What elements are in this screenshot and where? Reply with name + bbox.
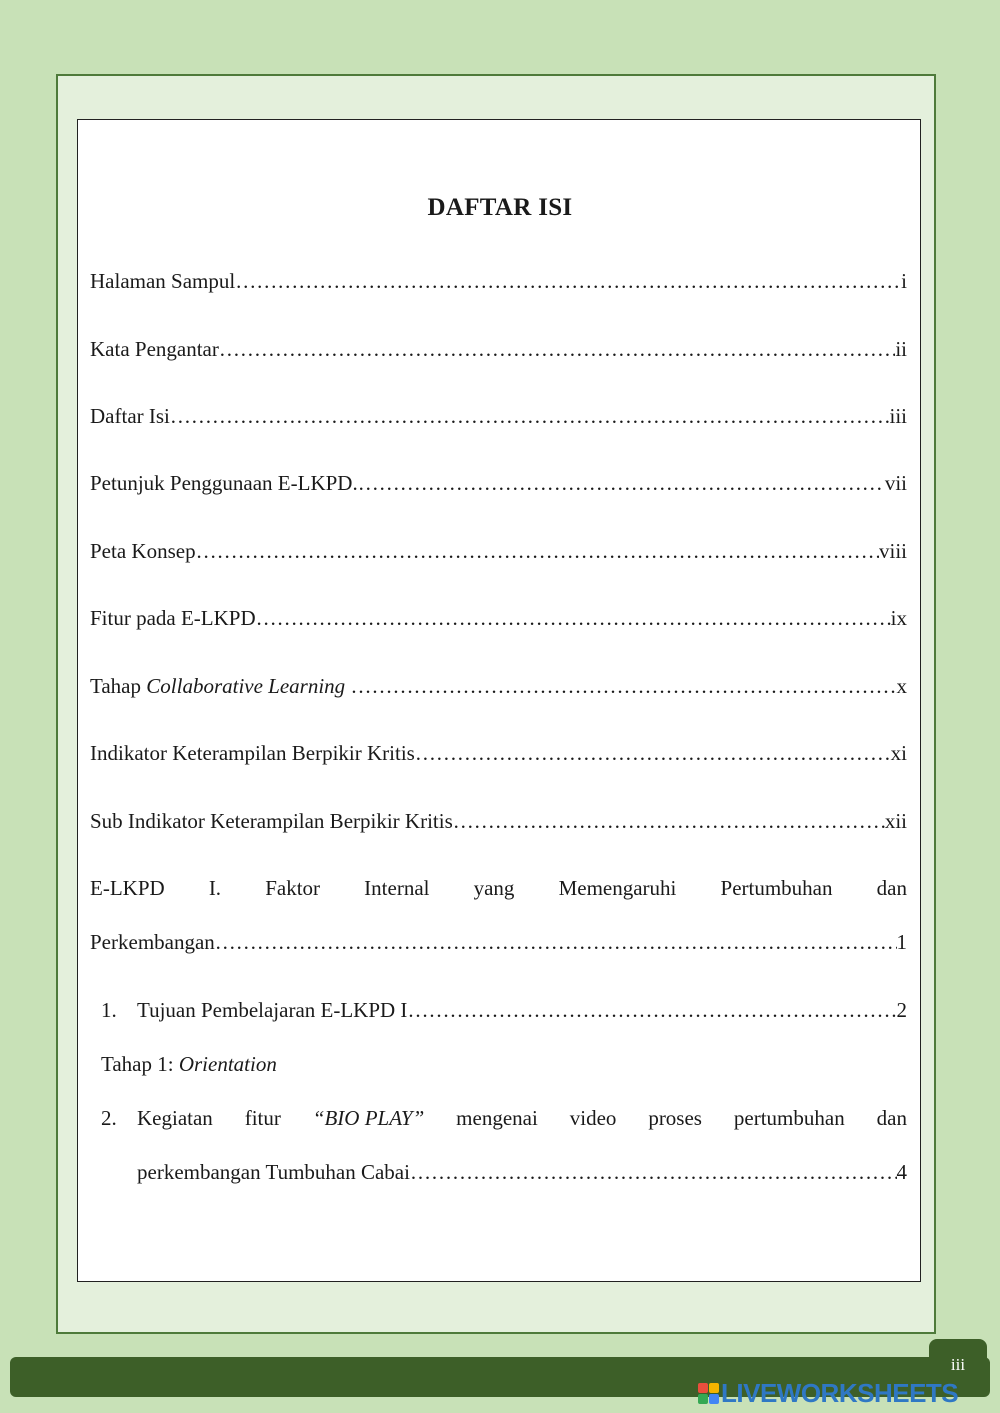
list-number: 1. — [101, 998, 117, 1022]
list-number: 2. — [101, 1106, 117, 1130]
word: dan — [876, 1106, 907, 1130]
word: Faktor — [265, 876, 321, 900]
toc-entry-page: i — [901, 269, 907, 293]
toc-entry-label: Petunjuk Penggunaan E-LKPD. — [90, 471, 358, 495]
toc-leader — [196, 539, 879, 564]
word: Memengaruhi — [558, 876, 677, 900]
toc-entry-label: Daftar Isi — [90, 404, 170, 428]
toc-section-heading-line — [90, 876, 907, 901]
toc-leader — [415, 741, 891, 766]
word-italic: “BIO PLAY” — [312, 1106, 425, 1130]
toc-entry-label: Sub Indikator Keterampilan Berpikir Kritis — [90, 809, 453, 833]
toc-entry[interactable] — [137, 998, 907, 1028]
liveworksheets-watermark[interactable] — [698, 1378, 958, 1408]
toc-entry[interactable] — [90, 471, 907, 501]
toc-leader — [453, 809, 885, 834]
toc-entry-page: x — [896, 674, 907, 698]
toc-entry-label: Tujuan Pembelajaran E-LKPD I — [137, 998, 408, 1022]
toc-entry[interactable] — [90, 809, 907, 839]
toc-entry-page: 1 — [896, 930, 907, 954]
toc-leader — [358, 471, 885, 496]
toc-entry-label: Peta Konsep — [90, 539, 196, 563]
stage-prefix: Tahap 1: — [101, 1052, 179, 1076]
word: pertumbuhan — [733, 1106, 845, 1130]
toc-entry-label: Halaman Sampul — [90, 269, 236, 293]
toc-leader — [407, 998, 896, 1023]
word: proses — [648, 1106, 702, 1130]
toc-entry-page: 4 — [896, 1160, 907, 1184]
page-number: iii — [950, 1355, 966, 1374]
toc-entry-label: perkembangan Tumbuhan Cabai — [137, 1160, 410, 1184]
stage-heading — [101, 1052, 277, 1077]
watermark-text: LIVEWORKSHEETS — [721, 1377, 959, 1408]
toc-item-line — [137, 1106, 907, 1131]
liveworksheets-logo-icon — [698, 1383, 719, 1404]
toc-leader — [170, 404, 890, 429]
toc-entry-label-plain: Tahap — [90, 674, 147, 698]
toc-entry-label: Fitur pada E-LKPD — [90, 606, 256, 630]
toc-entry[interactable] — [90, 404, 907, 434]
toc-entry-label-italic: Collaborative Learning — [146, 674, 346, 698]
toc-entry[interactable] — [90, 337, 907, 367]
toc-leader — [235, 269, 901, 294]
toc-leader — [215, 930, 897, 955]
toc-entry-label: Perkembangan — [90, 930, 215, 954]
word: mengenai — [456, 1106, 538, 1130]
word: dan — [876, 876, 907, 900]
toc-entry-page: ix — [890, 606, 907, 630]
toc-entry[interactable] — [90, 269, 907, 299]
toc-entry-label — [90, 674, 350, 699]
word: E-LKPD — [90, 876, 165, 900]
toc-leader — [350, 674, 896, 699]
toc-leader — [256, 606, 891, 631]
page-title: DAFTAR ISI — [427, 194, 573, 221]
toc-entry-page: 2 — [896, 998, 907, 1022]
toc-entry-page: vii — [884, 471, 907, 495]
toc-entry-page: iii — [889, 404, 907, 428]
toc-entry[interactable] — [90, 741, 907, 771]
toc-entry[interactable] — [90, 674, 907, 704]
toc-leader — [219, 337, 895, 362]
toc-entry-label: Kata Pengantar — [90, 337, 219, 361]
word: Kegiatan — [137, 1106, 213, 1130]
word: fitur — [244, 1106, 281, 1130]
word: Pertumbuhan — [720, 876, 833, 900]
word: video — [569, 1106, 617, 1130]
toc-entry-page: ii — [895, 337, 907, 361]
word: I. — [208, 876, 222, 900]
word: yang — [473, 876, 515, 900]
toc-entry-page: xi — [890, 741, 907, 765]
stage-name: Orientation — [178, 1052, 277, 1076]
toc-entry-label: Indikator Keterampilan Berpikir Kritis — [90, 741, 415, 765]
toc-entry[interactable] — [90, 930, 907, 960]
toc-entry-page: xii — [884, 809, 907, 833]
toc-leader — [410, 1160, 897, 1185]
toc-entry[interactable] — [137, 1160, 907, 1190]
toc-entry-page: viii — [878, 539, 907, 563]
word: Internal — [364, 876, 430, 900]
toc-entry[interactable] — [90, 539, 907, 569]
toc-entry[interactable] — [90, 606, 907, 636]
